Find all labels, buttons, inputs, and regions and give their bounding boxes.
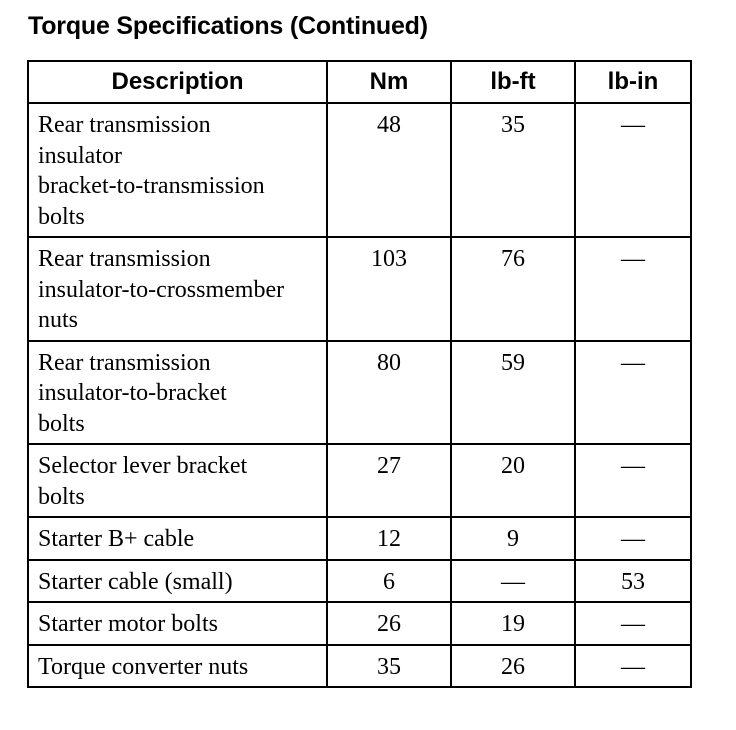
column-header-nm: Nm: [327, 61, 451, 103]
cell-lbin: —: [575, 341, 691, 445]
cell-lbin: —: [575, 237, 691, 341]
page-title: Torque Specifications (Continued): [28, 12, 428, 40]
cell-description: Rear transmission insulator bracket-to-transmission bolts: [28, 103, 327, 237]
cell-nm: 80: [327, 341, 451, 445]
cell-lbin: —: [575, 517, 691, 560]
cell-lbft: 26: [451, 645, 575, 688]
cell-nm: 103: [327, 237, 451, 341]
cell-description: Selector lever bracket bolts: [28, 444, 327, 517]
cell-description: Rear transmission insulator-to-bracket bolts: [28, 341, 327, 445]
cell-description: Starter B+ cable: [28, 517, 327, 560]
table-row: [28, 237, 691, 341]
cell-lbin: 53: [575, 560, 691, 603]
cell-description: Starter motor bolts: [28, 602, 327, 645]
torque-spec-table: [27, 60, 692, 688]
table-header-row: [28, 61, 691, 103]
cell-lbin: —: [575, 103, 691, 237]
cell-lbft: 35: [451, 103, 575, 237]
cell-nm: 48: [327, 103, 451, 237]
column-header-lbin: lb-in: [575, 61, 691, 103]
cell-lbft: 59: [451, 341, 575, 445]
cell-description: Torque converter nuts: [28, 645, 327, 688]
cell-nm: 12: [327, 517, 451, 560]
table-row: [28, 444, 691, 517]
cell-lbin: —: [575, 602, 691, 645]
cell-lbft: —: [451, 560, 575, 603]
column-header-lbft: lb-ft: [451, 61, 575, 103]
cell-lbin: —: [575, 645, 691, 688]
table-row: [28, 602, 691, 645]
cell-lbft: 20: [451, 444, 575, 517]
column-header-description: Description: [28, 61, 327, 103]
cell-nm: 27: [327, 444, 451, 517]
cell-lbft: 9: [451, 517, 575, 560]
cell-description: Starter cable (small): [28, 560, 327, 603]
cell-lbft: 19: [451, 602, 575, 645]
table-row: [28, 103, 691, 237]
table-row: [28, 517, 691, 560]
table-row: [28, 645, 691, 688]
cell-description: Rear transmission insulator-to-crossmember nuts: [28, 237, 327, 341]
table-row: [28, 560, 691, 603]
cell-nm: 26: [327, 602, 451, 645]
cell-lbin: —: [575, 444, 691, 517]
table-row: [28, 341, 691, 445]
cell-lbft: 76: [451, 237, 575, 341]
cell-nm: 6: [327, 560, 451, 603]
cell-nm: 35: [327, 645, 451, 688]
